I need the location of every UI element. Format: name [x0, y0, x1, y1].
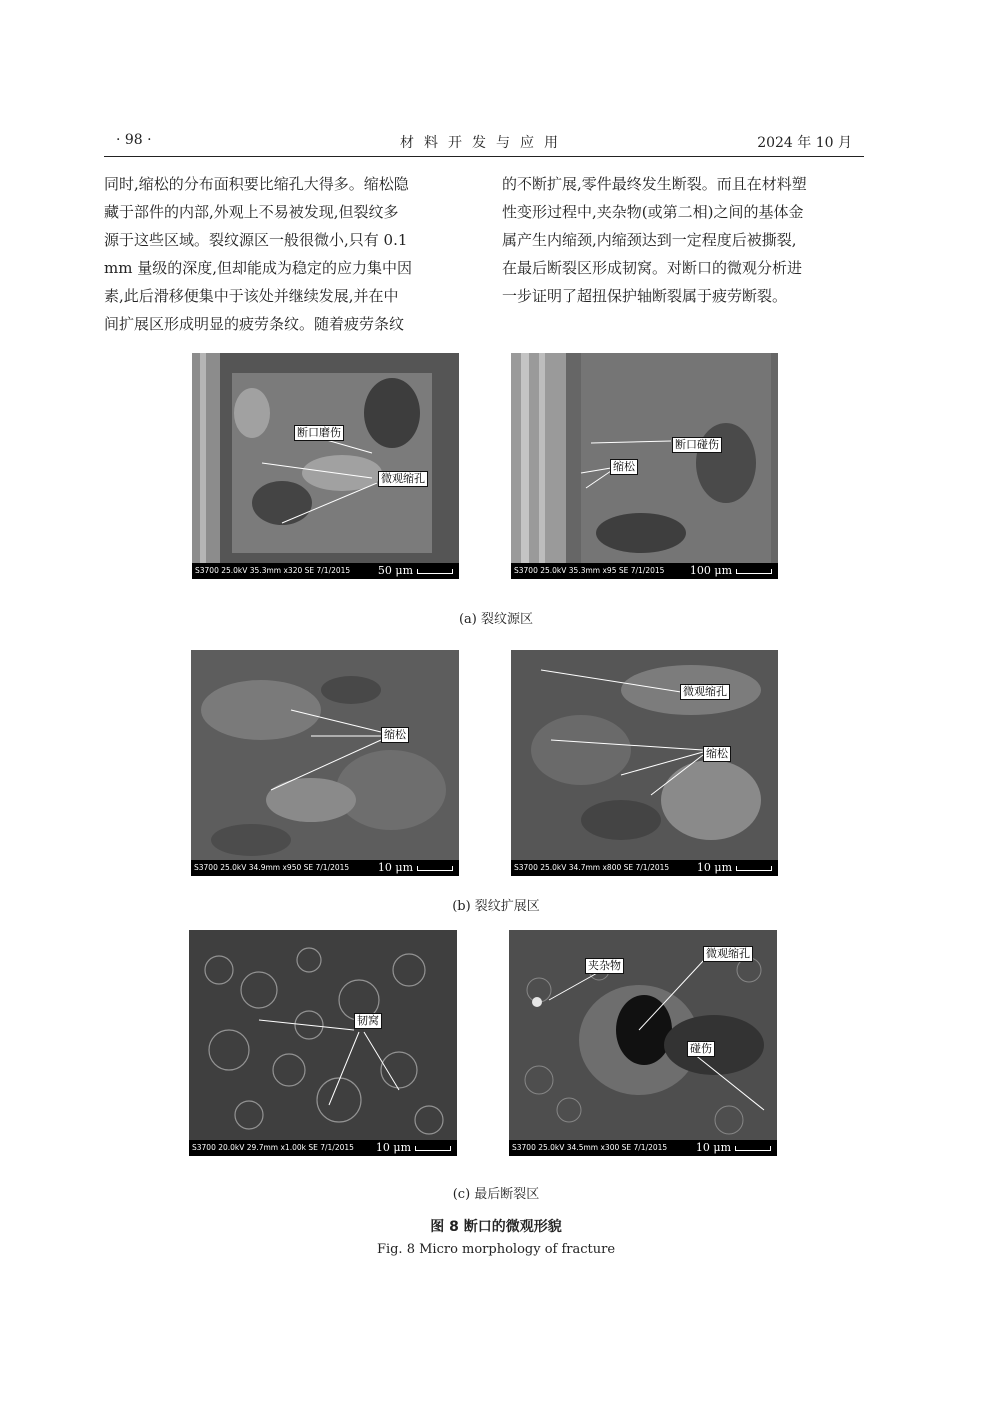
sem-info-text: S3700 25.0kV 34.7mm x800 SE 7/1/2015 — [514, 863, 670, 872]
sem-info-text: S3700 20.0kV 29.7mm x1.00k SE 7/1/2015 — [192, 1143, 354, 1152]
text-line: 素,此后滑移便集中于该处并继续发展,并在中 — [104, 287, 399, 305]
sem-texture — [511, 353, 778, 579]
sem-info-bar — [191, 860, 459, 876]
sem-info-text: S3700 25.0kV 34.9mm x950 SE 7/1/2015 — [194, 863, 350, 872]
scale-bar — [690, 564, 772, 577]
sem-info-text: S3700 25.0kV 34.5mm x300 SE 7/1/2015 — [512, 1143, 668, 1152]
sem-image-b2 — [511, 650, 778, 876]
caption-b: (b) 裂纹扩展区 — [452, 899, 540, 914]
right-column-text — [502, 170, 864, 310]
sem-image-b1 — [191, 650, 459, 876]
figure-title: 图 8 断口的微观形貌 — [430, 1219, 562, 1235]
sem-info-bar — [511, 563, 778, 579]
text-line: 属产生内缩颈,内缩颈达到一定程度后被撕裂, — [502, 231, 797, 249]
sem-texture — [511, 650, 778, 876]
scale-bar — [378, 564, 453, 577]
scale-bar-label: 10 μm — [375, 1141, 411, 1154]
label-dimple: 韧窝 — [354, 1013, 382, 1029]
left-column-text — [104, 170, 466, 338]
scale-bar-label: 10 μm — [696, 861, 732, 874]
sem-info-bar — [511, 860, 778, 876]
sem-image-c1 — [189, 930, 457, 1156]
sem-info-bar — [509, 1140, 777, 1156]
text-line: mm 量级的深度,但却能成为稳定的应力集中因 — [104, 259, 412, 277]
sem-info-text: S3700 25.0kV 35.3mm x95 SE 7/1/2015 — [514, 566, 665, 575]
label-inclusion: 夹杂物 — [585, 958, 624, 974]
sem-info-bar — [189, 1140, 457, 1156]
label-fracture-wear: 断口磨伤 — [294, 425, 344, 441]
page-number: · 98 · — [116, 132, 152, 148]
text-line: 同时,缩松的分布面积要比缩孔大得多。缩松隐 — [104, 175, 409, 193]
issue-date: 2024 年 10 月 — [757, 135, 852, 151]
figure-title-english: Fig. 8 Micro morphology of fracture — [376, 1242, 616, 1257]
text-line: 的不断扩展,零件最终发生断裂。而且在材料塑 — [502, 175, 807, 193]
caption-a: (a) 裂纹源区 — [458, 612, 534, 627]
scale-bar-label: 50 μm — [377, 564, 413, 577]
text-line: 藏于部件的内部,外观上不易被发现,但裂纹多 — [104, 203, 399, 221]
label-shrinkage-porosity: 缩松 — [610, 459, 638, 475]
label-shrinkage-porosity: 缩松 — [381, 727, 409, 743]
text-line: 在最后断裂区形成韧窝。对断口的微观分析进 — [502, 259, 803, 277]
sem-texture — [189, 930, 457, 1156]
text-line: 间扩展区形成明显的疲劳条纹。随着疲劳条纹 — [104, 315, 405, 333]
text-line: 性变形过程中,夹杂物(或第二相)之间的基体金 — [502, 203, 804, 221]
text-line: 一步证明了超扭保护轴断裂属于疲劳断裂。 — [502, 287, 788, 305]
sem-info-text: S3700 25.0kV 35.3mm x320 SE 7/1/2015 — [195, 566, 351, 575]
sem-texture — [192, 353, 459, 579]
label-micro-shrinkage: 微观缩孔 — [703, 946, 753, 962]
sem-image-a1 — [192, 353, 459, 579]
sem-info-bar — [192, 563, 459, 579]
label-shrinkage-porosity: 缩松 — [703, 746, 731, 762]
journal-title: 材料开发与应用 — [400, 135, 568, 151]
sem-image-a2 — [511, 353, 778, 579]
scale-bar — [378, 861, 453, 874]
scale-bar-label: 100 μm — [689, 564, 732, 577]
scale-bar-label: 10 μm — [377, 861, 413, 874]
text-line: 源于这些区域。裂纹源区一般很微小,只有 0.1 — [104, 231, 408, 249]
page-header — [104, 128, 864, 157]
sem-texture — [191, 650, 459, 876]
scale-bar — [697, 861, 772, 874]
label-fracture-impact: 断口碰伤 — [672, 437, 722, 453]
sem-image-c2 — [509, 930, 777, 1156]
label-impact-damage: 碰伤 — [687, 1041, 715, 1057]
label-micro-shrinkage: 微观缩孔 — [680, 684, 730, 700]
scale-bar — [696, 1141, 771, 1154]
scale-bar-label: 10 μm — [695, 1141, 731, 1154]
label-micro-shrinkage: 微观缩孔 — [378, 471, 428, 487]
caption-c: (c) 最后断裂区 — [452, 1187, 540, 1202]
scale-bar — [376, 1141, 451, 1154]
sem-texture — [509, 930, 777, 1156]
